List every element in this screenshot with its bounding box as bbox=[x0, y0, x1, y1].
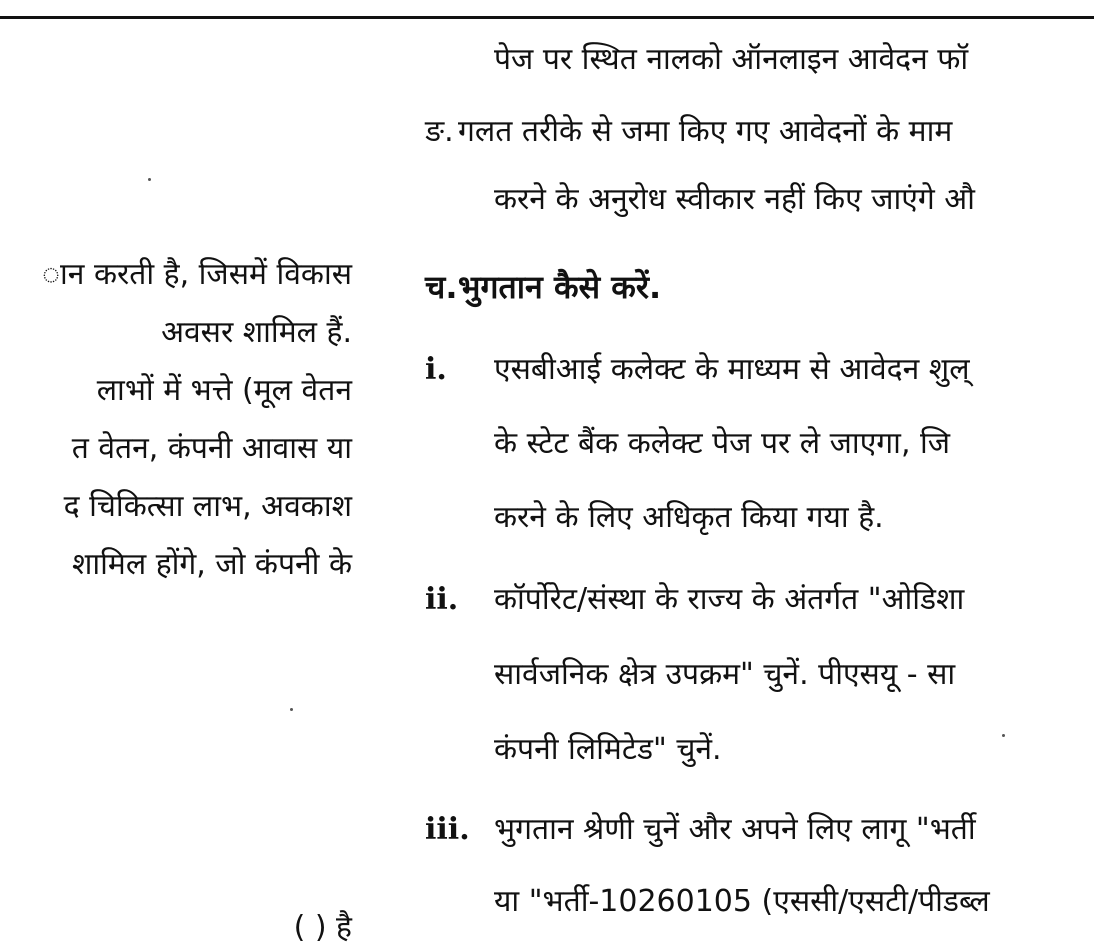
item-i-line-2: के स्टेट बैंक कलेक्ट पेज पर ले जाएगा, जि bbox=[494, 426, 951, 461]
left-line-1: ान करती है, जिसमें विकास bbox=[42, 257, 352, 292]
scan-speck bbox=[290, 708, 293, 711]
left-line-2: अवसर शामिल हैं. bbox=[161, 315, 352, 350]
item-i-line-1: एसबीआई कलेक्ट के माध्यम से आवेदन शुल् bbox=[494, 352, 970, 387]
item-iii-marker: iii. bbox=[425, 812, 470, 847]
scan-speck bbox=[1002, 734, 1005, 737]
item-ii-line-3: कंपनी लिमिटेड" चुनें. bbox=[494, 732, 722, 767]
left-line-4: त वेतन, कंपनी आवास या bbox=[71, 431, 352, 466]
left-line-6: शामिल होंगे, जो कंपनी के bbox=[71, 547, 352, 582]
left-line-7: ( ) है bbox=[293, 910, 352, 945]
section-heading-marker: च. bbox=[425, 268, 458, 306]
item-iii-line-2: या "भर्ती-10260105 (एससी/एसटी/पीडब्ल bbox=[494, 884, 990, 919]
item-e-line-1: गलत तरीके से जमा किए गए आवेदनों के माम bbox=[458, 114, 953, 149]
item-iii-line-1: भुगतान श्रेणी चुनें और अपने लिए लागू "भर्ती bbox=[494, 812, 976, 847]
section-heading: भुगतान कैसे करें. bbox=[458, 268, 662, 306]
right-line-1: पेज पर स्थित नालको ऑनलाइन आवेदन फॉ bbox=[494, 42, 969, 77]
left-line-5: द चिकित्सा लाभ, अवकाश bbox=[63, 489, 352, 524]
item-ii-line-1: कॉर्पोरेट/संस्था के राज्य के अंतर्गत "ओडिशा bbox=[494, 582, 965, 617]
item-e-line-2: करने के अनुरोध स्वीकार नहीं किए जाएंगे औ bbox=[494, 182, 975, 217]
left-line-3: लाभों में भत्ते (मूल वेतन bbox=[96, 373, 352, 408]
item-e-marker: ङ. bbox=[425, 114, 454, 149]
top-rule bbox=[0, 16, 1094, 19]
item-ii-marker: ii. bbox=[425, 582, 459, 617]
scan-speck bbox=[148, 178, 151, 181]
item-i-marker: i. bbox=[425, 352, 447, 387]
item-ii-line-2: सार्वजनिक क्षेत्र उपक्रम" चुनें. पीएसयू - सा bbox=[494, 657, 956, 692]
item-i-line-3: करने के लिए अधिकृत किया गया है. bbox=[494, 500, 884, 535]
